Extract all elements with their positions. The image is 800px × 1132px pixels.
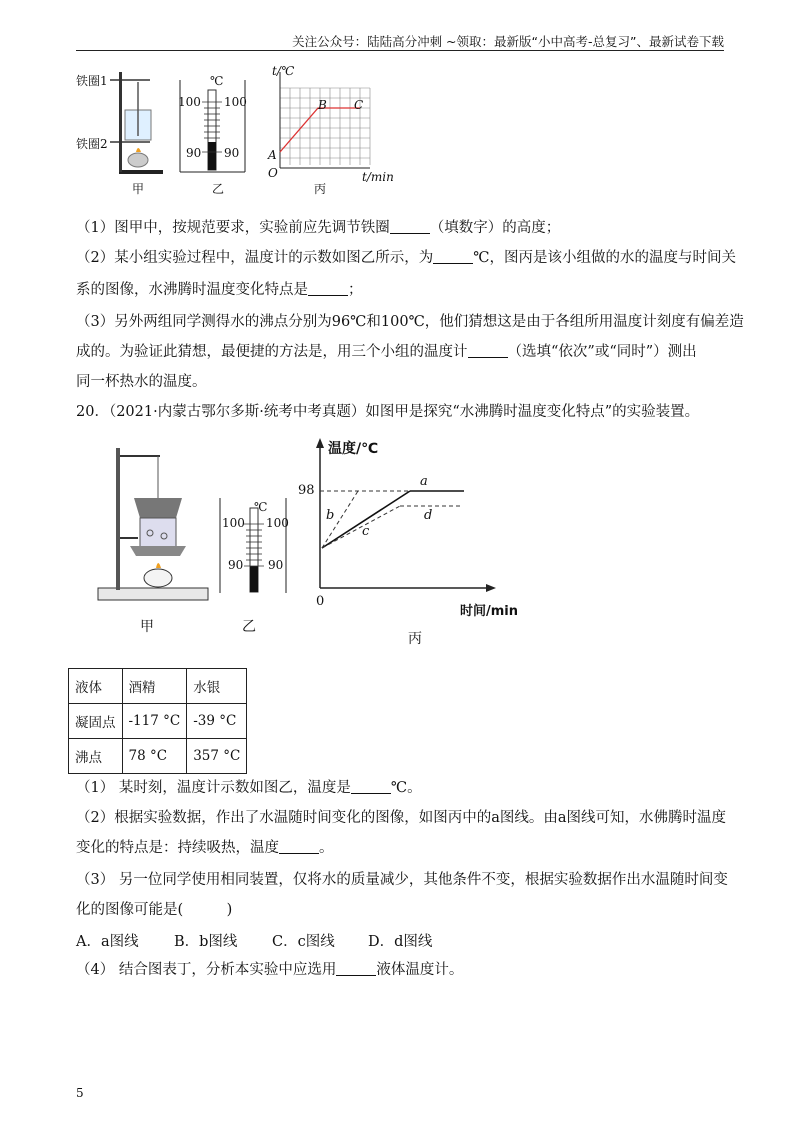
q20-part1-pre: （1） 某时刻，温度计示数如图乙，温度是 bbox=[76, 780, 351, 796]
q20-part4 bbox=[76, 960, 726, 980]
label-jia: 甲 bbox=[132, 182, 145, 196]
option-c[interactable]: C．c图线 bbox=[272, 934, 335, 950]
option-d[interactable]: D．d图线 bbox=[368, 934, 433, 950]
q19-part2-pre: （2）某小组实验过程中，温度计的示数如图乙所示，为 bbox=[76, 250, 434, 266]
origin-label-1: O bbox=[268, 166, 278, 180]
table-row bbox=[69, 739, 247, 774]
label-bing: 丙 bbox=[314, 182, 327, 196]
tick-100-right-2: 100 bbox=[266, 516, 289, 530]
line-d-label: d bbox=[424, 508, 433, 523]
line-b-label: b bbox=[326, 508, 335, 523]
q20-part2-line1 bbox=[76, 808, 726, 828]
label-jia-2: 甲 bbox=[140, 619, 154, 635]
q19-part2-mid: ℃，图丙是该小组做的水的温度与时间关 bbox=[473, 250, 736, 266]
q19-part3-l2-post: （选填“依次”或“同时”）测出 bbox=[507, 344, 697, 360]
data-table bbox=[68, 668, 247, 774]
q19-part2-l2-pre: 系的图像，水沸腾时温度变化特点是 bbox=[76, 282, 308, 298]
q20-part3-line2 bbox=[76, 900, 726, 920]
tick-90-left-2: 90 bbox=[228, 558, 244, 572]
option-a[interactable]: A．a图线 bbox=[76, 934, 139, 950]
table-cell: -117 °C bbox=[122, 704, 187, 739]
q19-part1 bbox=[76, 218, 726, 238]
point-a-label: A bbox=[268, 148, 277, 162]
q20-part4-post: 液体温度计。 bbox=[376, 962, 464, 978]
table-cell: 水银 bbox=[187, 669, 247, 704]
q19-part2 bbox=[76, 248, 736, 268]
label-yi: 乙 bbox=[212, 182, 225, 196]
page-number: 5 bbox=[76, 1086, 84, 1100]
q19-part3-l2-pre: 成的。为验证此猜想，最便捷的方法是，用三个小组的温度计 bbox=[76, 344, 468, 360]
q19-part3-line2 bbox=[76, 342, 726, 362]
axis-x-label-2: 时间/min bbox=[460, 604, 519, 619]
q20-part1-post: ℃。 bbox=[390, 780, 422, 796]
q20-title bbox=[76, 402, 726, 422]
option-b[interactable]: B．b图线 bbox=[174, 934, 238, 950]
q19-part1-post: （填数字）的高度； bbox=[429, 220, 561, 236]
label-yi-2: 乙 bbox=[242, 619, 256, 635]
q19-part1-pre: （1）图甲中，按规范要求，实验前应先调节铁圈 bbox=[76, 220, 390, 236]
q19-blank-1[interactable] bbox=[390, 219, 430, 234]
tick-90-right-1: 90 bbox=[224, 146, 240, 160]
q19-part2-line2 bbox=[76, 280, 726, 300]
table-cell: 沸点 bbox=[69, 739, 123, 774]
q20-part2-l1: （2）根据实验数据，作出了水温随时间变化的图像，如图丙中的a图线。由a图线可知，水佛腾时温度 bbox=[76, 810, 727, 826]
tick-100-left-2: 100 bbox=[222, 516, 245, 530]
q20-part3-l2: 化的图像可能是( ) bbox=[76, 902, 233, 918]
axis-y-label-2: 温度/℃ bbox=[328, 441, 379, 457]
label-ring2: 铁圈2 bbox=[76, 137, 108, 151]
y98-label: 98 bbox=[298, 483, 315, 498]
point-b-label: B bbox=[318, 98, 327, 112]
table-cell: 酒精 bbox=[122, 669, 187, 704]
point-c-label: C bbox=[354, 98, 364, 112]
table-row bbox=[69, 704, 247, 739]
q20-blank-1[interactable] bbox=[351, 779, 391, 794]
figure-1 bbox=[70, 60, 400, 195]
header-text: 关注公众号：陆陆高分冲刺 ~领取：最新版“小中高考-总复习”、最新试卷下载 bbox=[292, 34, 724, 49]
table-cell: -39 °C bbox=[187, 704, 247, 739]
q20-part4-pre: （4） 结合图表丁，分析本实验中应选用 bbox=[76, 962, 337, 978]
line-c-label: c bbox=[362, 524, 370, 539]
q19-part3-line1 bbox=[76, 312, 744, 332]
q19-blank-3[interactable] bbox=[308, 281, 348, 296]
q19-part3-l3: 同一杯热水的温度。 bbox=[76, 374, 207, 390]
q19-part2-l2-post: ； bbox=[348, 282, 363, 298]
label-ring1: 铁圈1 bbox=[76, 74, 108, 88]
axis-x-label-1: t/min bbox=[362, 170, 394, 184]
q20-part2-line2 bbox=[76, 838, 726, 858]
table-cell: 357 °C bbox=[187, 739, 247, 774]
q19-blank-4[interactable] bbox=[468, 343, 508, 358]
label-bing-2: 丙 bbox=[408, 631, 422, 647]
tick-90-left-1: 90 bbox=[186, 146, 202, 160]
table-row bbox=[69, 669, 247, 704]
tick-100-right-1: 100 bbox=[224, 95, 247, 109]
q20-title-text: 20．（2021·内蒙古鄂尔多斯·统考中考真题）如图甲是探究“水沸腾时温度变化特点”的实验装置。 bbox=[76, 404, 700, 420]
axis-y-label-1: t/℃ bbox=[272, 64, 295, 78]
table-cell: 凝固点 bbox=[69, 704, 123, 739]
q20-part2-l2-post: 。 bbox=[319, 840, 334, 856]
origin-label-2: 0 bbox=[316, 594, 325, 609]
q20-part3-line1 bbox=[76, 870, 726, 890]
q19-part3-line3 bbox=[76, 372, 726, 392]
q20-blank-3[interactable] bbox=[336, 961, 376, 976]
table-cell: 78 °C bbox=[122, 739, 187, 774]
q19-blank-2[interactable] bbox=[433, 249, 473, 264]
q19-part3-l1: （3）另外两组同学测得水的沸点分别为96℃和100℃，他们猜想这是由于各组所用温度计刻度有偏差造 bbox=[76, 314, 744, 330]
q20-part2-l2-pre: 变化的特点是：持续吸热，温度 bbox=[76, 840, 279, 856]
label-celsius-2: ℃ bbox=[254, 500, 268, 514]
q20-part1 bbox=[76, 778, 726, 798]
label-celsius-1: ℃ bbox=[210, 74, 224, 88]
line-a-label: a bbox=[420, 474, 428, 489]
page-header bbox=[76, 32, 724, 51]
table-cell: 液体 bbox=[69, 669, 123, 704]
q20-part3-l1: （3） 另一位同学使用相同装置，仅将水的质量减少，其他条件不变，根据实验数据作出水温随时间变 bbox=[76, 872, 728, 888]
tick-90-right-2: 90 bbox=[268, 558, 284, 572]
q20-blank-2[interactable] bbox=[279, 839, 319, 854]
tick-100-left-1: 100 bbox=[178, 95, 201, 109]
figure-2 bbox=[90, 438, 530, 648]
graph-bing-1 bbox=[70, 60, 400, 195]
